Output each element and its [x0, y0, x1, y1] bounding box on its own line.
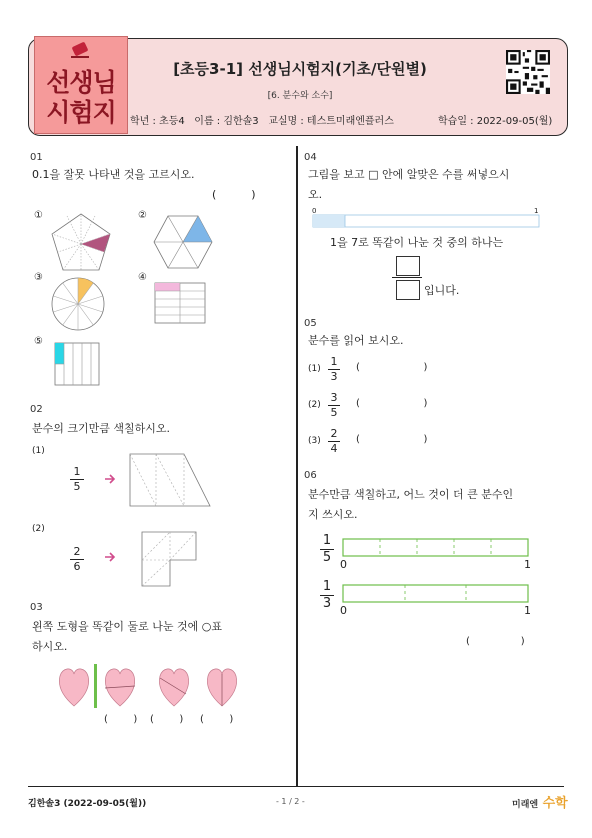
logo [34, 36, 128, 134]
student-name: 이름 : 김한솔3 [194, 116, 259, 127]
q2-item-2-label: (2) [32, 524, 45, 534]
q4-text-line-1: 그림을 보고 □ 안에 알맞은 수를 써넣으시 [308, 168, 510, 181]
q1-option-5[interactable]: ⑤ [34, 336, 43, 347]
q1-option-3[interactable]: ③ [34, 272, 43, 283]
page-title: [초등3-1] 선생님시험지(기초/단원별) [173, 60, 427, 78]
arrow-right-icon [104, 474, 116, 484]
q1-circle-figure [50, 276, 106, 332]
q2-item-2-fraction [70, 546, 84, 573]
q2-item-1-denominator: 5 [73, 480, 81, 493]
q2-text: 분수의 크기만큼 색칠하시오. [32, 422, 171, 435]
q3-number: 03 [30, 602, 43, 613]
q5-item-2-label: (2) [308, 400, 321, 410]
class-name: 교실명 : 테스트미래엔플러스 [268, 116, 394, 127]
arrow-right-icon [104, 552, 116, 562]
q4-suffix: 입니다. [424, 284, 460, 297]
q1-text: 0.1을 잘못 나타낸 것을 고르시오. [32, 168, 195, 181]
q4-text-line-2: 오. [308, 188, 323, 201]
q6-bar-1[interactable] [342, 538, 530, 558]
q1-number: 01 [30, 152, 43, 163]
student-info [130, 112, 394, 127]
q6-bar-2[interactable] [342, 584, 530, 604]
q6-text-line-2: 지 쓰시오. [308, 508, 358, 521]
q5-item-3-label: (3) [308, 436, 321, 446]
q2-item-2-numerator: 2 [73, 545, 81, 558]
brand-small: 미래엔 [512, 800, 539, 810]
q6-bar-2-start: 0 [340, 604, 347, 617]
q1-column-grid-figure [54, 342, 100, 386]
q2-item-2-shape-figure[interactable] [140, 530, 198, 588]
q3-answer-paren-2[interactable]: ( ) [150, 714, 184, 725]
q4-number: 04 [304, 152, 317, 163]
brand-main: 수학 [542, 796, 568, 811]
q6-number: 06 [304, 470, 317, 481]
q5-number: 05 [304, 318, 317, 329]
q4-bar-end: 1 [534, 207, 539, 215]
q4-numerator-box[interactable] [396, 256, 420, 276]
q2-number: 02 [30, 404, 43, 415]
q2-item-2-denominator: 6 [73, 560, 81, 573]
q1-rectangle-grid-figure [154, 282, 206, 324]
unit-label: [6. 분수와 소수] [267, 91, 333, 101]
logo-line-2: 시험지 [46, 98, 116, 127]
q5-item-2-fraction [328, 392, 340, 419]
logo-line-1: 선생님 [46, 68, 116, 97]
q3-text-line-2: 하시오. [32, 640, 68, 653]
q1-pentagon-figure [50, 212, 112, 272]
q6-bar-2-end: 1 [524, 604, 531, 617]
q6-bar-2-numerator: 1 [322, 579, 332, 594]
q5-item-3-numerator: 2 [330, 427, 338, 440]
q1-option-1[interactable]: ① [34, 210, 43, 221]
q1-answer-paren[interactable]: ( ) [212, 188, 256, 201]
study-date: 학습일 : 2022-09-05(월) [438, 116, 553, 127]
q2-item-1-fraction [70, 466, 84, 493]
q3-hearts-figure [58, 664, 248, 708]
q6-bar-1-denominator: 5 [322, 550, 332, 565]
q5-item-1-fraction [328, 356, 340, 383]
q5-text: 분수를 읽어 보시오. [308, 334, 404, 347]
q6-answer-paren[interactable]: ( ) [466, 636, 525, 647]
q5-item-1-paren[interactable]: ( ) [356, 362, 428, 373]
q6-bar-1-start: 0 [340, 558, 347, 571]
page-number: - 1 / 2 - [276, 797, 305, 806]
q1-option-2[interactable]: ② [138, 210, 147, 221]
q6-bar-2-denominator: 3 [322, 596, 332, 611]
footer-student: 김한솔3 (2022-09-05(월)) [28, 799, 147, 809]
q3-answer-paren-1[interactable]: ( ) [104, 714, 138, 725]
eraser-icon [67, 41, 93, 61]
q6-bar-2-fraction [320, 580, 334, 611]
q2-item-1-trapezoid-figure[interactable] [128, 452, 212, 508]
q5-item-2-numerator: 3 [330, 391, 338, 404]
q6-bar-1-fraction [320, 534, 334, 565]
q4-fraction-bar [312, 214, 540, 228]
q6-text-line-1: 분수만큼 색칠하고, 어느 것이 더 큰 분수인 [308, 488, 514, 501]
q5-item-2-denominator: 5 [330, 406, 338, 419]
q5-item-3-paren[interactable]: ( ) [356, 434, 428, 445]
q5-item-1-denominator: 3 [330, 370, 338, 383]
q4-bar-start: 0 [312, 207, 317, 215]
q2-item-1-label: (1) [32, 446, 45, 456]
q4-fraction-line [392, 277, 422, 278]
q5-item-1-label: (1) [308, 364, 321, 374]
q3-text-line-1: 왼쪽 도형을 똑같이 둘로 나눈 것에 ○표 [32, 620, 222, 633]
q2-item-1-numerator: 1 [73, 465, 81, 478]
q5-item-3-fraction [328, 428, 340, 455]
qr-code-icon[interactable] [506, 50, 550, 94]
q6-bar-1-numerator: 1 [322, 533, 332, 548]
q6-bar-1-end: 1 [524, 558, 531, 571]
grade: 학년 : 초등4 [130, 116, 185, 127]
q4-denominator-box[interactable] [396, 280, 420, 300]
q1-hexagon-figure [152, 214, 214, 270]
q1-option-4[interactable]: ④ [138, 272, 147, 283]
q3-answer-paren-3[interactable]: ( ) [200, 714, 234, 725]
q5-item-1-numerator: 1 [330, 355, 338, 368]
brand-logo [512, 792, 568, 811]
q5-item-2-paren[interactable]: ( ) [356, 398, 428, 409]
footer-divider [28, 786, 564, 787]
q4-sentence: 1을 7로 똑같이 나눈 것 중의 하나는 [330, 236, 504, 249]
q5-item-3-denominator: 4 [330, 442, 338, 455]
column-divider [296, 146, 298, 786]
